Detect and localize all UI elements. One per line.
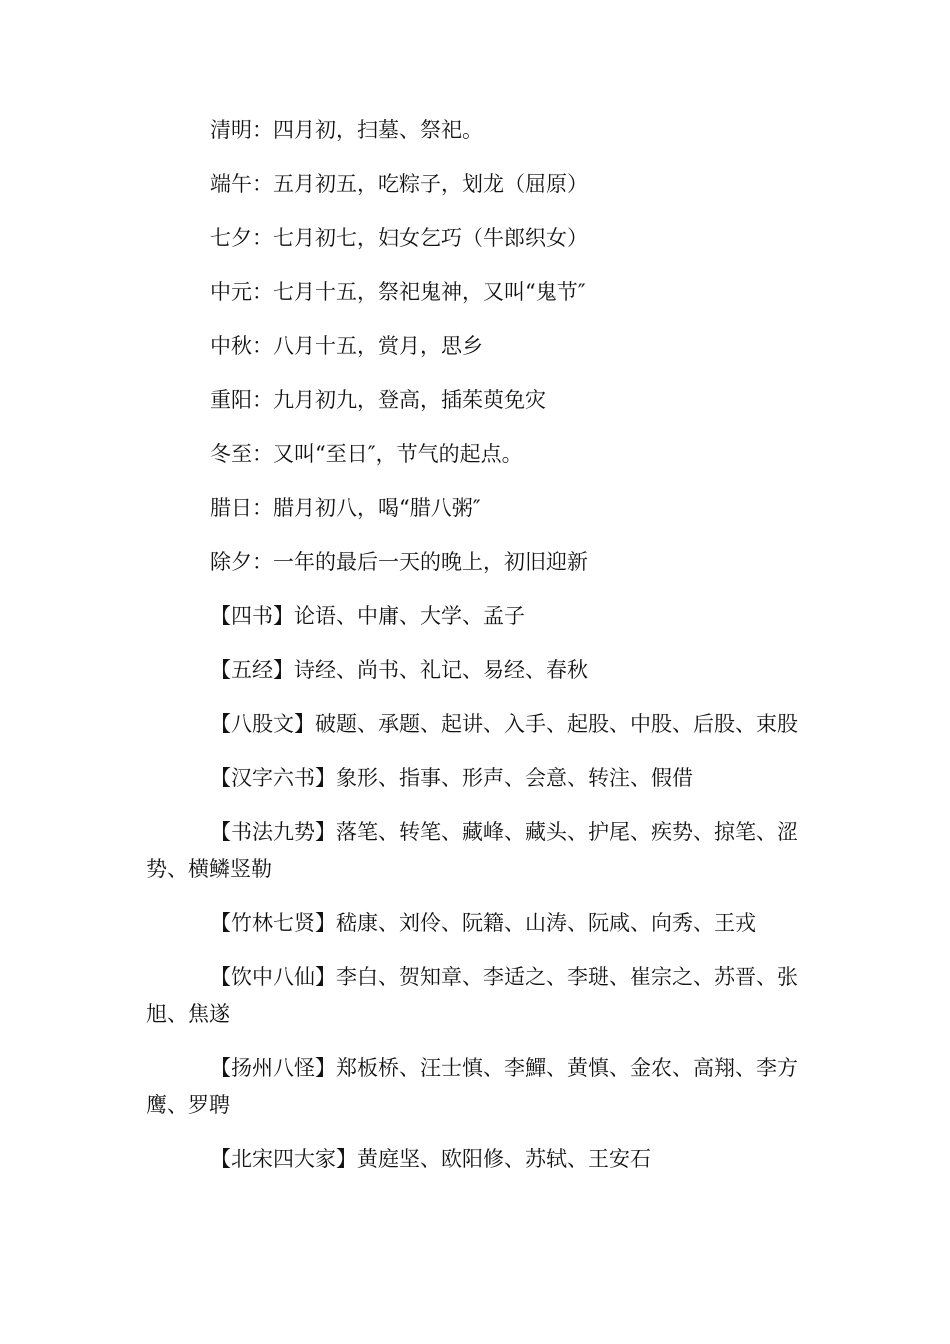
paragraph-chongyang: 重阳：九月初九，登高，插茱萸免灾 <box>210 388 546 412</box>
paragraph-liushu: 【汉字六书】象形、指事、形声、会意、转注、假借 <box>210 766 693 790</box>
paragraph-zhongyuan: 中元：七月十五，祭祀鬼神，又叫“鬼节″ <box>210 280 586 304</box>
document-body <box>146 112 806 1195</box>
paragraph-lari: 腊日：腊月初八，喝“腊八粥″ <box>210 496 481 520</box>
paragraph-wujing: 【五经】诗经、尚书、礼记、易经、春秋 <box>210 658 588 682</box>
paragraph-yangzhou: 【扬州八怪】郑板桥、汪士慎、李鱓、黄慎、金农、高翔、李方鹰、罗聘 <box>146 1056 798 1117</box>
paragraph-yinzhong: 【饮中八仙】李白、贺知章、李适之、李琎、崔宗之、苏晋、张旭、焦遂 <box>146 965 798 1026</box>
paragraph-shufa: 【书法九势】落笔、转笔、藏峰、藏头、护尾、疾势、掠笔、涩势、横鳞竖勒 <box>146 820 798 881</box>
paragraph-qixi: 七夕：七月初七，妇女乞巧（牛郎织女） <box>210 226 588 250</box>
paragraph-beisong: 【北宋四大家】黄庭坚、欧阳修、苏轼、王安石 <box>210 1147 651 1171</box>
paragraph-dongzhi: 冬至：又叫“至日″，节气的起点。 <box>210 442 523 466</box>
paragraph-bagu: 【八股文】破题、承题、起讲、入手、起股、中股、后股、束股 <box>210 712 798 736</box>
paragraph-zhongqiu: 中秋：八月十五，赏月，思乡 <box>210 334 483 358</box>
paragraph-sishu: 【四书】论语、中庸、大学、孟子 <box>210 604 525 628</box>
paragraph-duanwu: 端午：五月初五，吃粽子，划龙（屈原） <box>210 172 588 196</box>
paragraph-chuxi: 除夕：一年的最后一天的晚上，初旧迎新 <box>210 550 588 574</box>
paragraph-qingming: 清明：四月初，扫墓、祭祀。 <box>210 118 483 142</box>
paragraph-zhulin: 【竹林七贤】嵇康、刘伶、阮籍、山涛、阮咸、向秀、王戎 <box>210 911 756 935</box>
